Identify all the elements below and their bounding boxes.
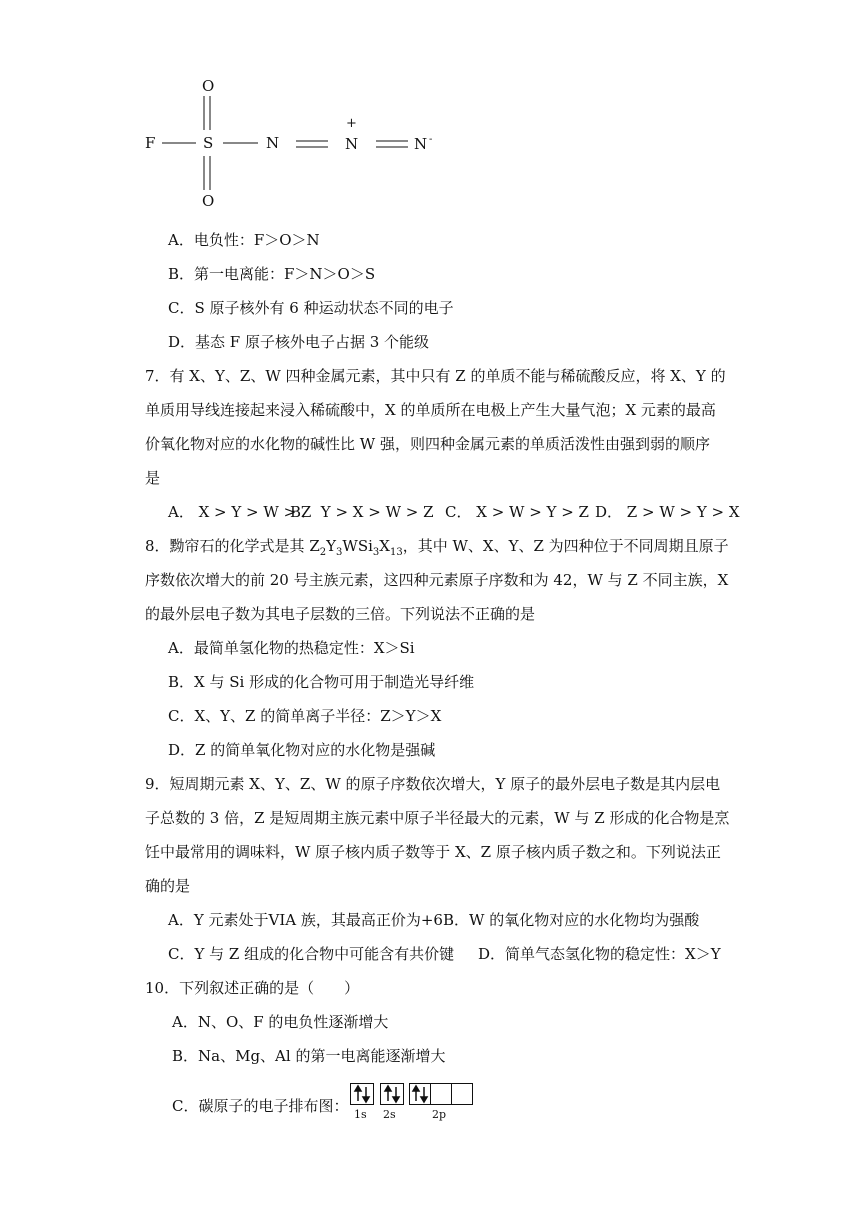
q7-stem-line-2: 单质用导线连接起来浸入稀硫酸中，X 的单质所在电极上产生大量气泡；X 元素的最高 [145,401,716,419]
q7-stem-line-4: 是 [145,469,161,487]
q10-option-b: B．Na、Mg、Al 的第一电离能逐渐增大 [172,1047,446,1065]
orbital-box-2p-2 [430,1083,452,1105]
orbital-box-2p-1 [409,1083,431,1105]
q9-stem-line-3: 饪中最常用的调味料，W 原子核内质子数等于 X、Z 原子核内质子数之和。下列说法正 [145,843,721,861]
q8-option-a: A．最简单氢化物的热稳定性：X＞Si [168,639,415,657]
q6-option-d: D．基态 F 原子核外电子占据 3 个能级 [168,333,430,351]
q8-formula-y: Y [326,537,337,555]
orbital-box-1s [350,1083,374,1105]
q7-option-c: C． X > W > Y > Z [445,503,589,521]
q8-stem-post: ，其中 W、X、Y、Z 为四种位于不同周期且原子 [402,537,729,555]
q7-stem-line-1: 7．有 X、Y、Z、W 四种金属元素，其中只有 Z 的单质不能与稀硫酸反应，将 X、Y 的 [145,367,726,385]
q7-option-d: D． Z > W > Y > X [595,503,740,521]
q10-option-c: C．碳原子的电子排布图： [172,1097,349,1115]
q6-option-c: C．S 原子核外有 6 种运动状态不同的电子 [168,299,454,317]
structure-bonds [0,0,860,230]
atom-o-bottom: O [202,192,215,210]
q10-stem: 10．下列叙述正确的是（ ） [145,979,360,997]
q8-option-d: D．Z 的简单氧化物对应的水化物是强碱 [168,741,436,759]
atom-o-top: O [202,77,215,95]
atom-n3: N [414,135,428,153]
q9-option-b: B．W 的氧化物对应的水化物均为强酸 [443,911,700,929]
q8-formula-wsi: WSi [342,537,373,555]
atom-f: F [145,134,156,152]
orbital-label-1s: 1s [354,1108,367,1121]
q7-stem-line-3: 价氧化物对应的水化物的碱性比 W 强，则四种金属元素的单质活泼性由强到弱的顺序 [145,435,710,453]
atom-s: S [203,134,214,152]
charge-minus: - [429,134,433,145]
q8-option-c: C．X、Y、Z 的简单离子半径：Z＞Y＞X [168,707,442,725]
q6-option-b: B．第一电离能：F＞N＞O＞S [168,265,376,283]
electron-pair-icon [410,1084,430,1104]
orbital-label-2s: 2s [383,1108,396,1121]
q8-stem-line-2: 序数依次增大的前 20 号主族元素，这四种元素原子序数和为 42，W 与 Z 不同主族，X [145,571,729,589]
electron-pair-icon [381,1084,403,1104]
atom-n1: N [266,134,280,152]
q9-stem-line-2: 子总数的 3 倍，Z 是短周期主族元素中原子半径最大的元素，W 与 Z 形成的化合物是烹 [145,809,730,827]
q8-sub-3: 3 [372,547,380,558]
q8-stem-pre: 8．黝帘石的化学式是其 Z [145,537,320,555]
q8-sub-2: 3 [336,547,343,558]
q7-option-a: A． X > Y > W > Z [168,503,312,521]
atom-n2: N [345,135,359,153]
orbital-box-2p-3 [451,1083,473,1105]
orbital-label-2p: 2p [432,1108,447,1121]
q8-formula-x: X [379,537,390,555]
q10-option-a: A．N、O、F 的电负性逐渐增大 [172,1013,389,1031]
q8-sub-1: 2 [319,547,327,558]
q7-option-b: B． Y > X > W > Z [290,503,434,521]
electron-pair-icon [351,1084,373,1104]
q6-option-a: A．电负性：F＞O＞N [168,231,320,249]
q9-stem-line-1: 9．短周期元素 X、Y、Z、W 的原子序数依次增大，Y 原子的最外层电子数是其内层电 [145,775,721,793]
orbital-box-2s [380,1083,404,1105]
q9-option-d: D．简单气态氢化物的稳定性：X＞Y [478,945,721,963]
charge-plus: + [346,116,357,131]
q9-stem-line-4: 确的是 [145,877,191,895]
q8-option-b: B．X 与 Si 形成的化合物可用于制造光导纤维 [168,673,475,691]
q8-sub-4: 13 [389,547,403,558]
q9-option-c: C．Y 与 Z 组成的化合物中可能含有共价键 [168,945,455,963]
q9-option-a: A．Y 元素处于VIA 族，其最高正价为+6 [168,911,443,929]
q8-stem-line-3: 的最外层电子数为其电子层数的三倍。下列说法不正确的是 [145,605,536,623]
q8-stem-line-1 [145,534,729,565]
